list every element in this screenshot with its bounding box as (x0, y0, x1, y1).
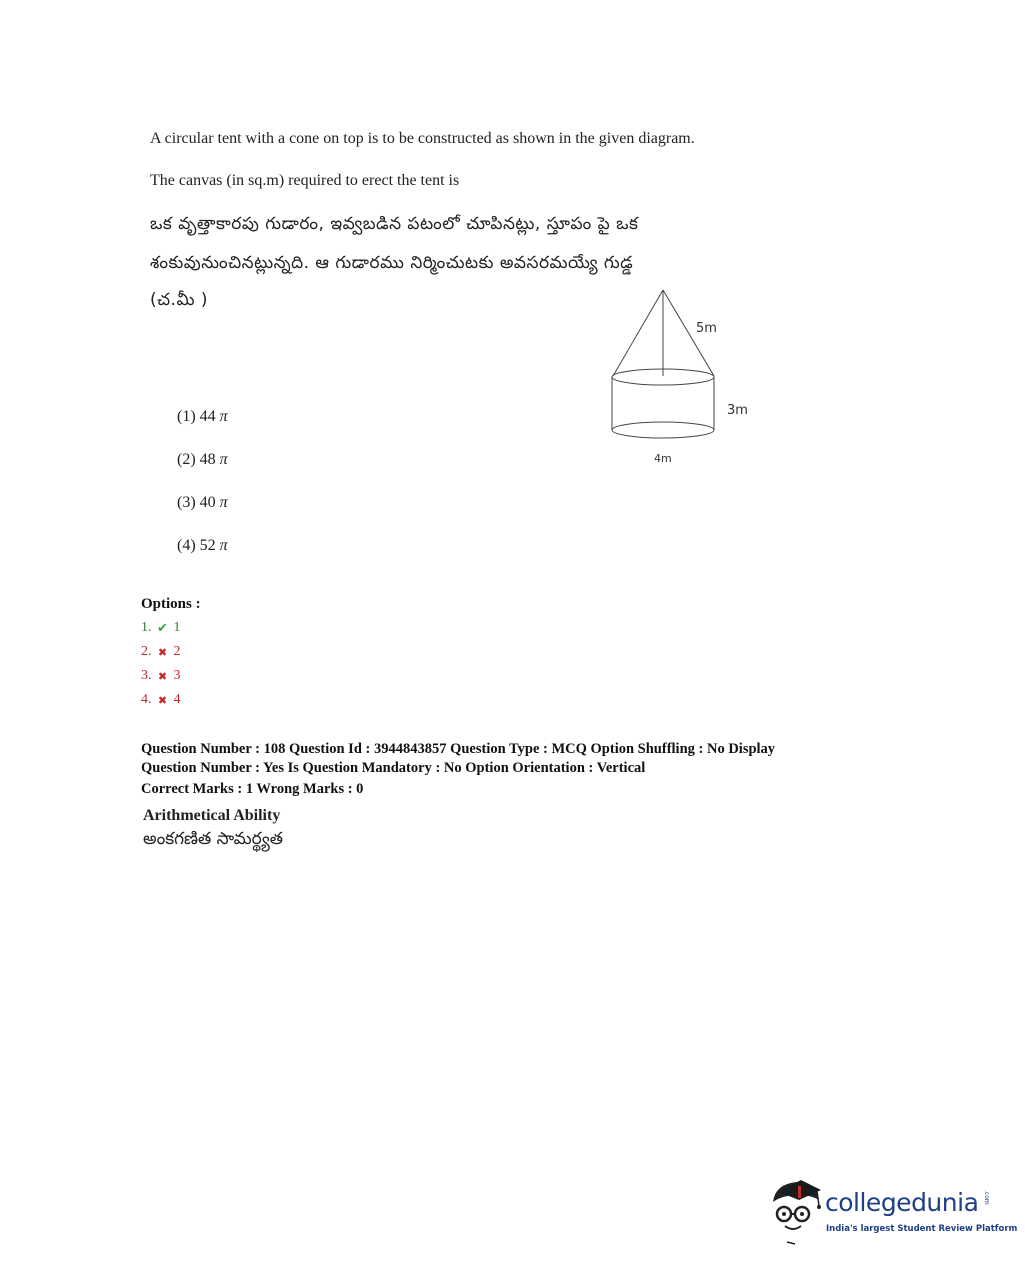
answer-choice-1: (1) 44 π (177, 408, 228, 425)
cross-icon: ✖ (157, 669, 168, 683)
question-telugu-line-3: (చ.మీ ) (150, 290, 208, 310)
section-title: Arithmetical Ability (143, 807, 281, 824)
question-telugu-line-2: శంకువునుంచినట్లున్నది. ఆ గుడారము నిర్మించుటకు అవసరమయ్యే గుడ్డ (150, 253, 634, 273)
mascot-icon (765, 1176, 825, 1246)
answer-choice-3: (3) 40 π (177, 494, 228, 511)
option-row-1: 1. ✔ 1 (141, 620, 181, 636)
question-text-line-2: The canvas (in sq.m) required to erect the tent is (150, 172, 460, 189)
answer-choice-4: (4) 52 π (177, 537, 228, 554)
collegedunia-logo (765, 1176, 1018, 1246)
question-telugu-line-1: ఒక వృత్తాకారపు గుడారం, ఇవ్వబడిన పటంలో చూపినట్లు, స్తూపం పై ఒక (150, 214, 639, 234)
tent-diagram (600, 284, 770, 474)
cross-icon: ✖ (157, 645, 168, 659)
check-icon: ✔ (157, 620, 168, 636)
cylinder-height-label: 3m (727, 403, 748, 418)
answer-choice-2: (2) 48 π (177, 451, 228, 468)
options-title: Options : (141, 596, 201, 612)
brand-tagline: India's largest Student Review Platform (826, 1224, 1018, 1234)
slant-height-label: 5m (696, 321, 717, 336)
option-row-2: 2. ✖ 2 (141, 644, 181, 659)
section-title-telugu: అంకగణిత సామర్థ్యత (143, 829, 283, 849)
question-meta-line-1: Question Number : 108 Question Id : 3944843857 Question Type : MCQ Option Shuffling : No Display (141, 741, 776, 757)
diameter-label: 4m (654, 452, 672, 465)
cylinder-bottom-ellipse (612, 422, 714, 438)
option-row-4: 4. ✖ 4 (141, 692, 181, 707)
brand-suffix: .com (983, 1190, 990, 1205)
marks-info: Correct Marks : 1 Wrong Marks : 0 (141, 781, 364, 797)
cross-icon: ✖ (157, 693, 168, 707)
brand-name: collegedunia (825, 1188, 979, 1217)
option-row-3: 3. ✖ 3 (141, 668, 181, 683)
question-meta-line-2: Question Number : Yes Is Question Mandatory : No Option Orientation : Vertical (141, 760, 646, 776)
cone-left-edge (613, 290, 663, 376)
question-text-line-1: A circular tent with a cone on top is to be constructed as shown in the given diagram. (150, 130, 695, 147)
